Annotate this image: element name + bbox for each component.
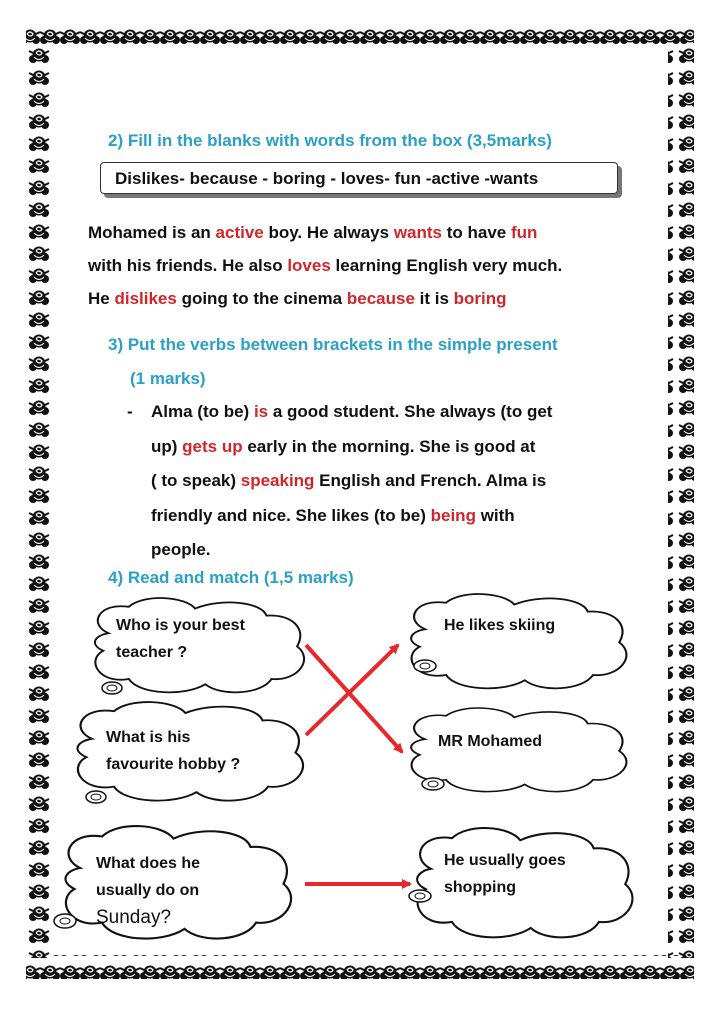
answer-word: gets up: [182, 436, 243, 456]
text-segment: with: [475, 505, 515, 525]
section2-heading: 2) Fill in the blanks with words from the box (3,5marks): [108, 131, 552, 150]
question-1-line-2: teacher ?: [116, 644, 188, 661]
question-2: [106, 724, 240, 778]
answer-word: loves: [287, 256, 331, 275]
word-box: Dislikes- because - boring - loves- fun -active -wants: [100, 162, 618, 194]
answer-word: dislikes: [114, 289, 177, 308]
text-segment: English and French. Alma is: [314, 471, 547, 490]
answer-3-line-2: shopping: [444, 879, 516, 896]
text-segment: a good student. She always (to get: [268, 402, 553, 421]
answer-cloud-1: [411, 594, 626, 688]
answer-1-line-1: He likes skiing: [444, 617, 556, 634]
answer-word: being: [430, 505, 476, 525]
question-1: [116, 612, 245, 666]
text-segment: early in the morning. She is good at: [242, 436, 536, 456]
text-segment: to have: [442, 223, 511, 242]
section3-heading: 3) Put the verbs between brackets in the simple present: [108, 335, 558, 354]
text-segment: up): [151, 436, 183, 456]
answer-2: [438, 728, 542, 755]
answer-1: [444, 612, 555, 639]
answer-3: [444, 847, 566, 901]
answer-word: fun: [510, 223, 538, 242]
text-segment: learning English very much.: [330, 256, 563, 275]
answer-word: wants: [393, 223, 442, 242]
text-segment: friendly and nice. She likes (to be): [151, 505, 431, 525]
question-2-line-2: favourite hobby ?: [106, 756, 241, 773]
answer-word: boring: [453, 289, 507, 308]
question-3-line-1: What does he: [96, 855, 201, 872]
answer-word: is: [253, 402, 269, 421]
text-segment: going to the cinema: [176, 289, 347, 308]
section4-heading: 4) Read and match (1,5 marks): [108, 568, 354, 587]
text-segment: He: [88, 289, 115, 308]
text-segment: it is: [414, 289, 454, 308]
text-segment: ( to speak): [151, 471, 241, 490]
question-3-line-3: Sunday?: [96, 907, 172, 928]
answer-word: active: [215, 223, 264, 242]
answer-2-line-1: MR Mohamed: [438, 733, 542, 750]
section3-marks: (1 marks): [130, 369, 206, 388]
answer-3-line-1: He usually goes: [444, 852, 566, 869]
bullet-dash: -: [127, 402, 133, 421]
text-segment: Mohamed is an: [88, 223, 216, 242]
text-segment: Alma (to be): [151, 402, 254, 421]
question-3: [96, 850, 200, 931]
question-2-line-1: What is his: [106, 729, 191, 746]
text-segment: with his friends. He also: [88, 256, 288, 275]
question-3-line-2: usually do on: [96, 882, 200, 899]
text-segment: people.: [151, 540, 211, 559]
question-1-line-1: Who is your best: [116, 617, 245, 634]
answer-word: because: [346, 289, 415, 308]
text-segment: boy. He always: [263, 223, 394, 242]
answer-word: speaking: [240, 471, 315, 490]
arrow-q1-to-a2: [306, 645, 402, 752]
